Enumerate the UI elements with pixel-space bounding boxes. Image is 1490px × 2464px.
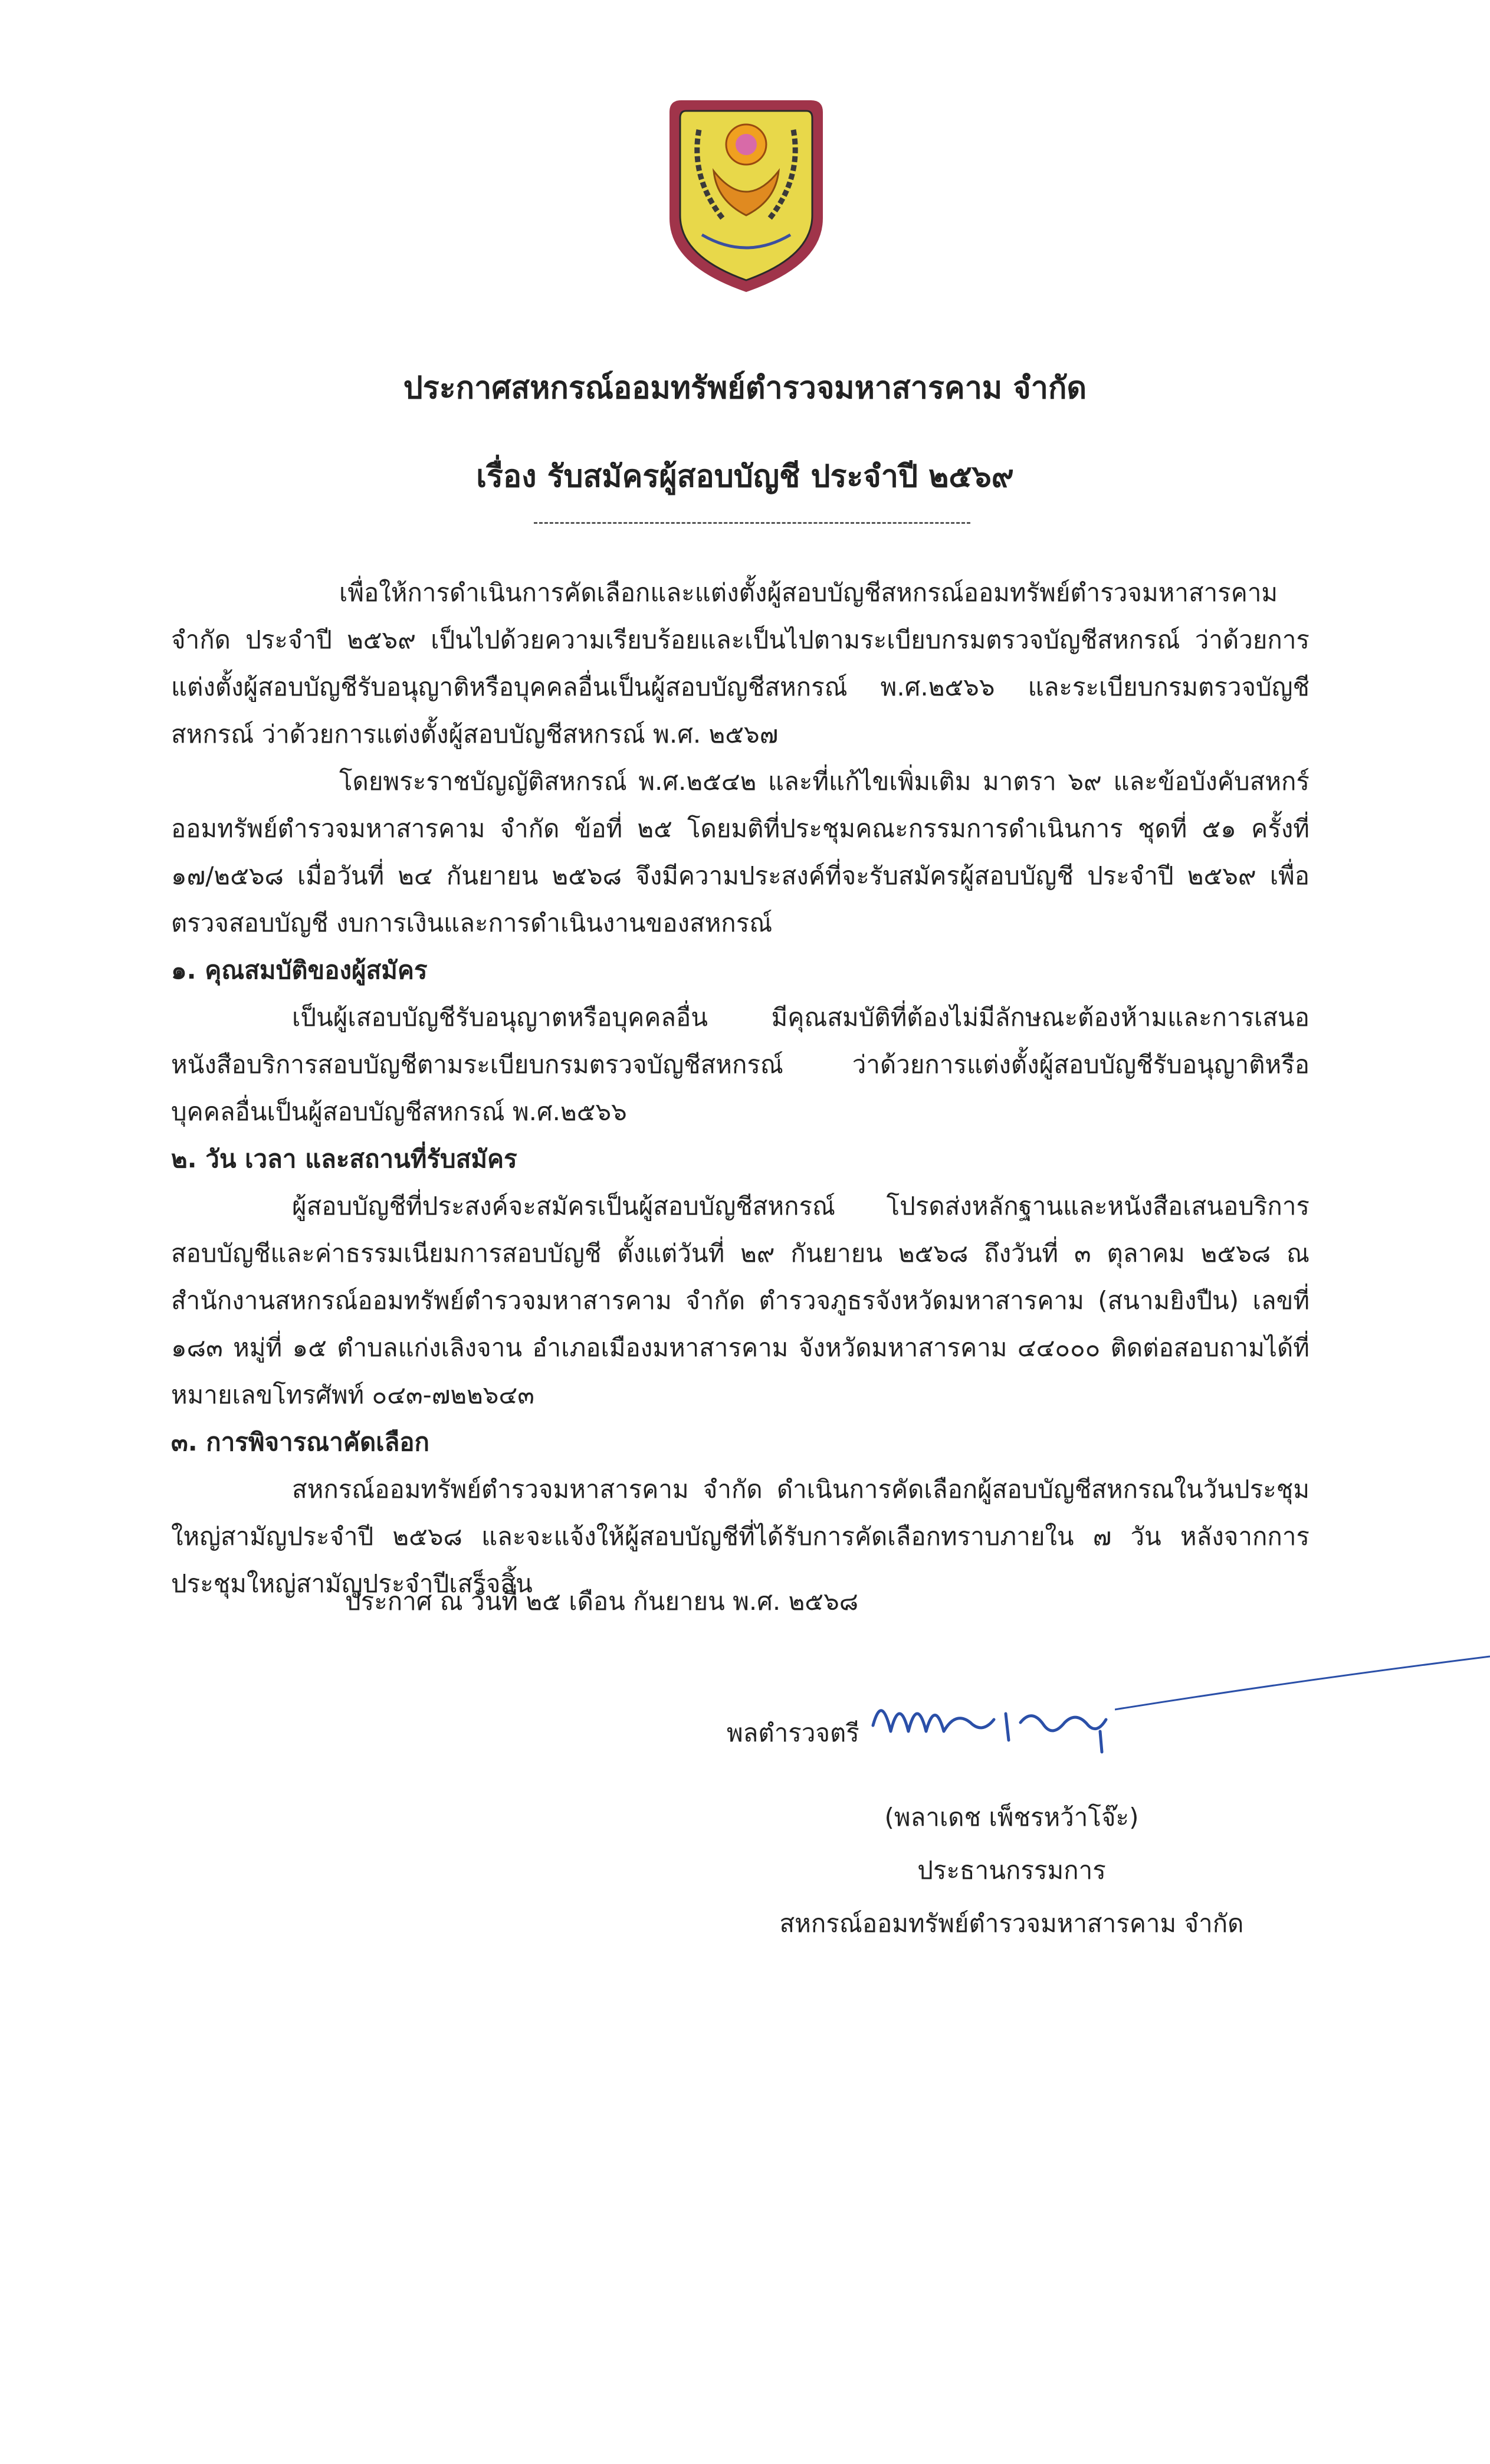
paragraph-purpose: เพื่อให้การดำเนินการคัดเลือกและแต่งตั้งผู้สอบบัญชีสหกรณ์ออมทรัพย์ตำรวจมหาสารคาม จำกัด ประจำปี ๒๕๖๙ เป็นไปด้วยความเรียบร้อยและเป็นไปตามระเบียบกรมตรวจบัญชีสหกรณ์ ว่าด้วยการแต่งตั้งผู้สอบบัญชีรับอนุญาติหรือบุคคลอื่นเป็นผู้สอบบัญชีสหกรณ์ พ.ศ.๒๕๖๖ และระเบียบกรมตรวจบัญชีสหกรณ์ ว่าด้วยการแต่งตั้งผู้สอบบัญชีสหกรณ์ พ.ศ. ๒๕๖๗ xyxy=(171,578,1310,749)
section-heading-qualifications: ๑. คุณสมบัติของผู้สมัคร xyxy=(171,956,428,985)
signatory-name: (พลาเดช เพ็ชรหว้าโจ๊ะ) xyxy=(884,1803,1139,1832)
body-text xyxy=(171,569,1310,1607)
signatory-organization: สหกรณ์ออมทรัพย์ตำรวจมหาสารคาม จำกัด xyxy=(779,1909,1244,1938)
document-subject: เรื่อง รับสมัครผู้สอบบัญชี ประจำปี ๒๕๖๙ xyxy=(476,459,1014,494)
cooperative-emblem-logo xyxy=(658,88,835,301)
title-divider xyxy=(534,522,970,524)
signatory-rank: พลตำรวจตรี xyxy=(727,1718,859,1747)
handwritten-signature xyxy=(867,1675,1121,1764)
section-text-selection: สหกรณ์ออมทรัพย์ตำรวจมหาสารคาม จำกัด ดำเนินการคัดเลือกผู้สอบบัญชีสหกรณในวันประชุมใหญ่สามัญประจำปี ๒๕๖๘ และจะแจ้งให้ผู้สอบบัญชีที่ได้รับการคัดเลือกทราบภายใน ๗ วัน หลังจากการประชุมใหญ่สามัญประจำปีเสร็จสิ้น xyxy=(171,1475,1310,1598)
section-heading-application: ๒. วัน เวลา และสถานที่รับสมัคร xyxy=(171,1144,517,1173)
signature-stroke-line xyxy=(1115,1646,1490,1717)
document-title: ประกาศสหกรณ์ออมทรัพย์ตำรวจมหาสารคาม จำกัด xyxy=(403,370,1087,406)
announcement-date: ประกาศ ณ วันที่ ๒๕ เดือน กันยายน พ.ศ. ๒๕๖๘ xyxy=(345,1587,859,1616)
paragraph-legal-basis: โดยพระราชบัญญัติสหกรณ์ พ.ศ.๒๕๔๒ และที่แก้ไขเพิ่มเติม มาตรา ๖๙ และข้อบังคับสหกร์ออมทรัพย์ตำรวจมหาสารคาม จำกัด ข้อที่ ๒๕ โดยมติที่ประชุมคณะกรรมการดำเนินการ ชุดที่ ๕๑ ครั้งที่ ๑๗/๒๕๖๘ เมื่อวันที่ ๒๔ กันยายน ๒๕๖๘ จึงมีความประสงค์ที่จะรับสมัครผู้สอบบัญชี ประจำปี ๒๕๖๙ เพื่อตรวจสอบบัญชี งบการเงินและการดำเนินงานของสหกรณ์ xyxy=(171,767,1310,937)
section-text-application: ผู้สอบบัญชีที่ประสงค์จะสมัครเป็นผู้สอบบัญชีสหกรณ์ โปรดส่งหลักฐานและหนังสือเสนอบริการสอบบัญชีและค่าธรรมเนียมการสอบบัญชี ตั้งแต่วันที่ ๒๙ กันยายน ๒๕๖๘ ถึงวันที่ ๓ ตุลาคม ๒๕๖๘ ณ สำนักงานสหกรณ์ออมทรัพย์ตำรวจมหาสารคาม จำกัด ตำรวจภูธรจังหวัดมหาสารคาม (สนามยิงปืน) เลขที่ ๑๘๓ หมู่ที่ ๑๕ ตำบลแก่งเลิงจาน อำเภอเมืองมหาสารคาม จังหวัดมหาสารคาม ๔๔๐๐๐ ติดต่อสอบถามได้ที่ หมายเลขโทรศัพท์ ๐๔๓-๗๒๒๖๔๓ xyxy=(171,1192,1310,1409)
section-heading-selection: ๓. การพิจารณาคัดเลือก xyxy=(171,1428,429,1456)
section-text-qualifications: เป็นผู้เสอบบัญชีรับอนุญาตหรือบุคคลอื่น มีคุณสมบัติที่ต้องไม่มีลักษณะต้องห้ามและการเสนอหนังสือบริการสอบบัญชีตามระเบียบกรมตรวจบัญชีสหกรณ์ ว่าด้วยการแต่งตั้งผู้สอบบัญชีรับอนุญาติหรือบุคคลอื่นเป็นผู้สอบบัญชีสหกรณ์ พ.ศ.๒๕๖๖ xyxy=(171,1003,1310,1126)
signatory-position: ประธานกรรมการ xyxy=(917,1856,1106,1885)
